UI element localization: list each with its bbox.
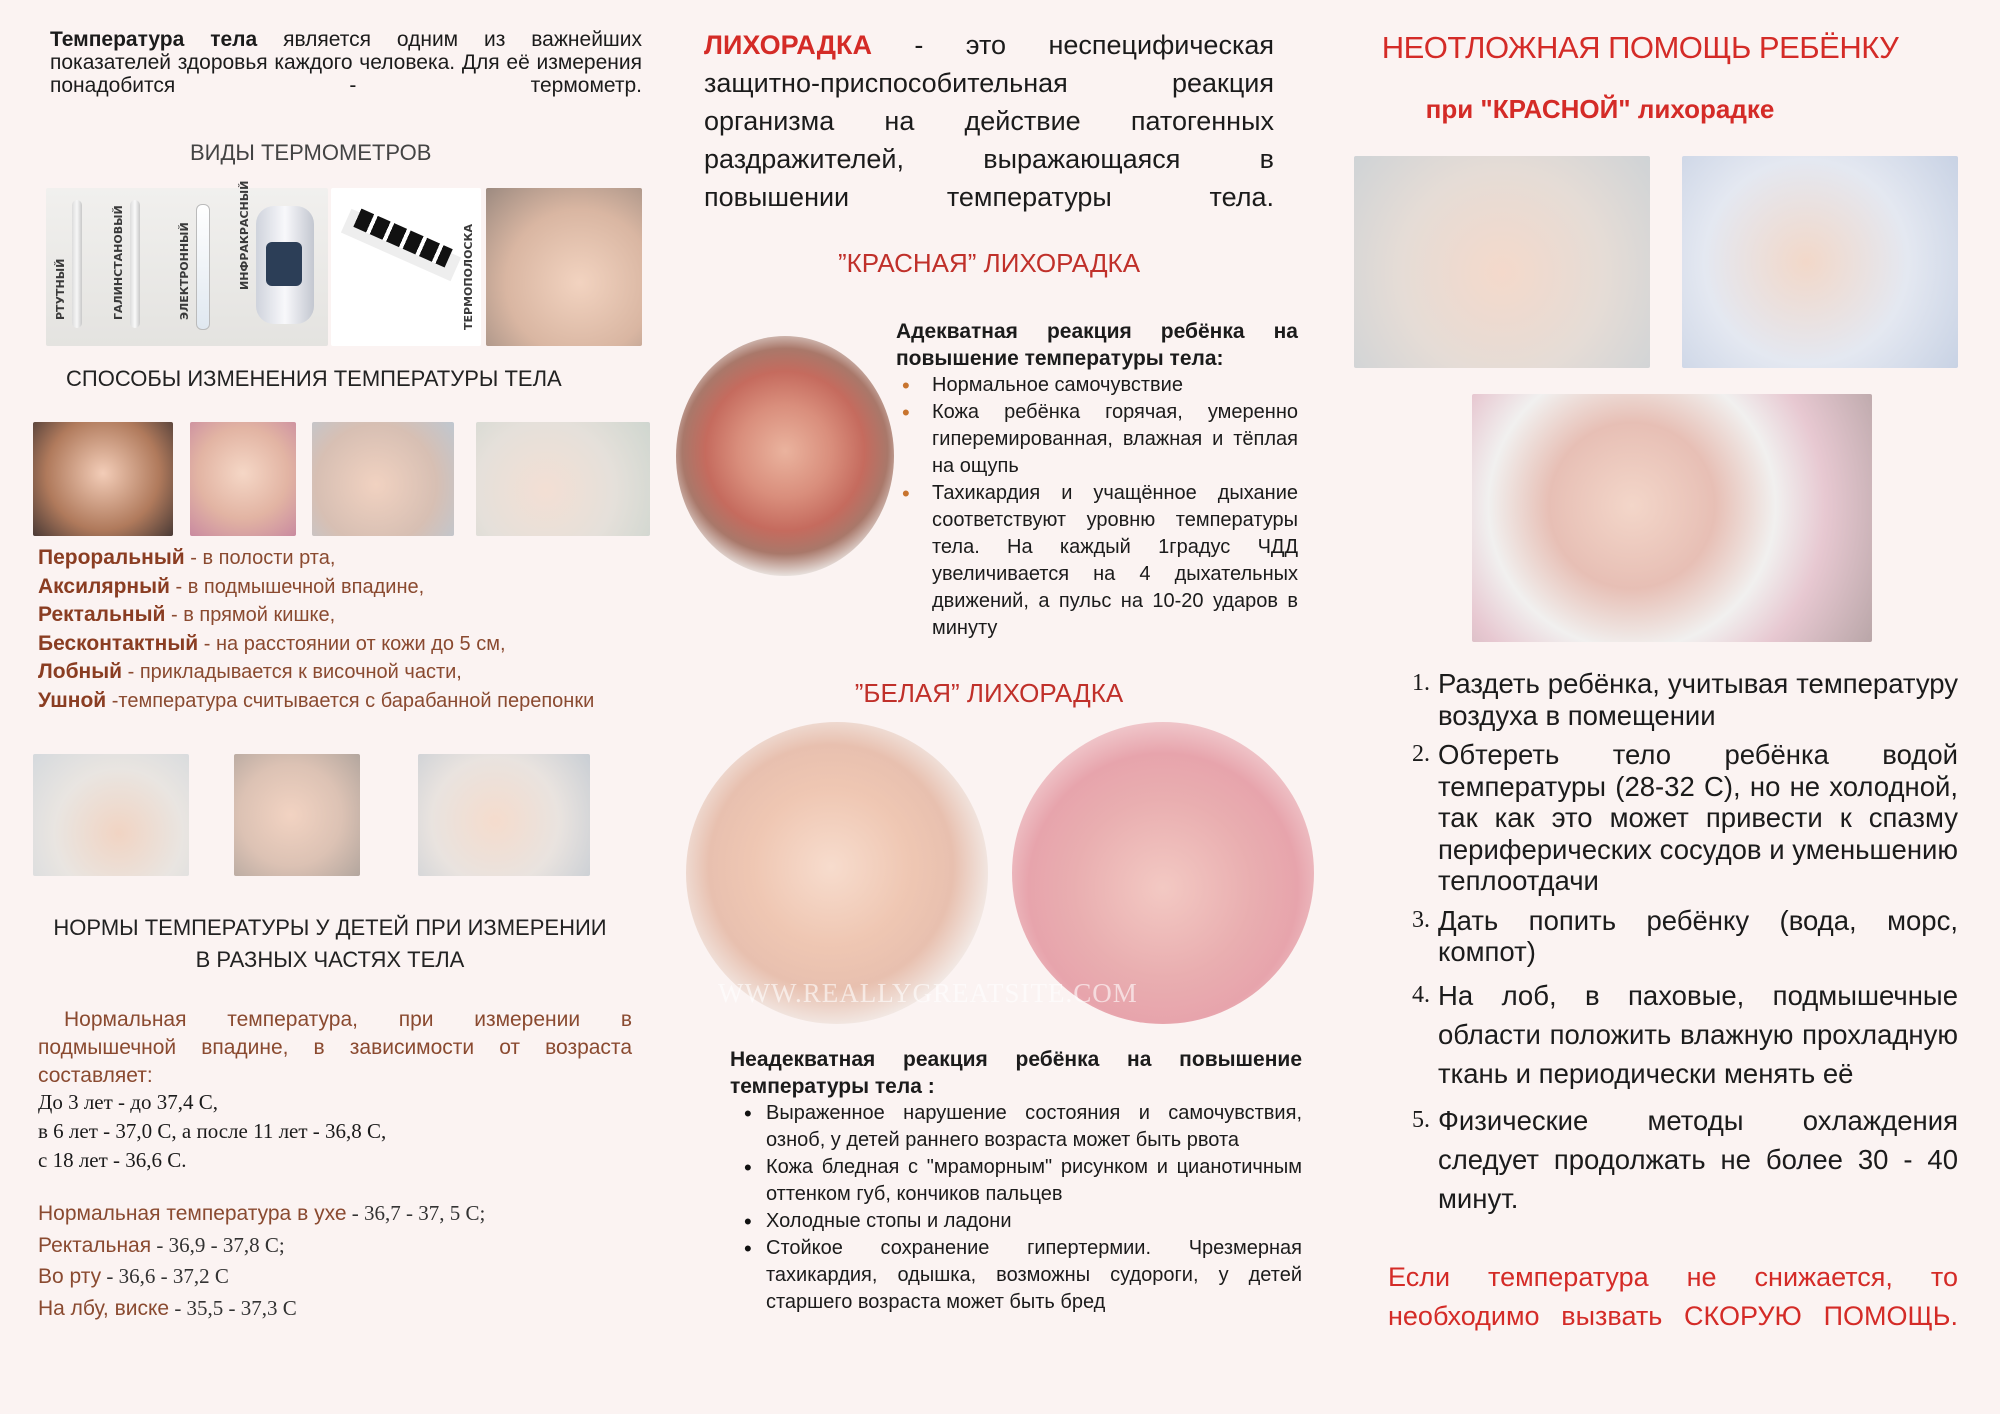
list-item: • Кожа ребёнка горячая, умеренно гиперемированная, влажная и тёплая на ощупь xyxy=(896,399,1298,480)
emergency-help-subtitle: при "КРАСНОЙ" лихорадке xyxy=(1425,94,1775,124)
method-name: Ушной xyxy=(38,688,107,712)
norm-site-item xyxy=(38,1198,485,1230)
fever-definition xyxy=(704,26,1274,254)
method-desc: - в подмышечной впадине, xyxy=(169,575,425,598)
list-item xyxy=(1390,668,1958,731)
norms-heading-line-2: В РАЗНЫХ ЧАСТЯХ ТЕЛА xyxy=(195,947,465,972)
thermometer-label-strip: ТЕРМОПОЛОСКА xyxy=(462,224,475,330)
list-item xyxy=(1390,1101,1958,1218)
emergency-help-title: НЕОТЛОЖНАЯ ПОМОЩЬ РЕБЁНКУ xyxy=(1381,30,1899,65)
white-fever-symptom-list xyxy=(730,1100,1302,1316)
list-item: • Нормальное самочувствие xyxy=(896,372,1298,399)
method-name: Пероральный xyxy=(38,546,185,569)
step-text: Физические методы охлаждения следует продолжать не более 30 - 40 минут. xyxy=(1438,1104,1958,1214)
norm-site-name: На лбу, виске xyxy=(38,1296,170,1320)
method-item xyxy=(38,601,598,630)
forehead-infrared-photo xyxy=(33,754,189,876)
baby-forehead-strip-photo xyxy=(486,188,642,346)
norms-heading xyxy=(30,912,630,976)
norm-site-name: Нормальная температура в ухе xyxy=(38,1202,347,1225)
step-number: 1. xyxy=(1412,670,1430,696)
red-fever-reaction-title: Адекватная реакция ребёнка на повышение температуры тела: xyxy=(896,320,1298,370)
norms-paragraph: Нормальная температура, при измерении в подмышечной впадине, в зависимости от возраста составляет: xyxy=(38,1008,632,1087)
method-item xyxy=(38,630,598,659)
pacifier-thermometer-photo xyxy=(190,422,296,536)
axillary-measurement-photo xyxy=(312,422,454,536)
step-text: На лоб, в паховые, подмышечные области положить влажную прохладную ткань и периодически менять её xyxy=(1438,979,1958,1089)
norm-site-value: - 36,9 - 37,8 С; xyxy=(151,1232,285,1257)
list-item: • Выраженное нарушение состояния и самочувствия, озноб, у детей раннего возраста может быть рвота xyxy=(730,1100,1302,1154)
method-desc: - прикладывается к височной части, xyxy=(122,661,462,683)
list-item: • Кожа бледная с "мраморным" рисунком и цианотичным оттенком губ, кончиков пальцев xyxy=(730,1154,1302,1208)
ear-measurement-photo xyxy=(418,754,590,876)
norms-by-age xyxy=(38,1088,386,1175)
step-text: Раздеть ребёнка, учитывая температуру воздуха в помещении xyxy=(1438,668,1958,731)
norm-site-name: Ректальная xyxy=(38,1233,152,1257)
red-fever-heading: ”КРАСНАЯ” ЛИХОРАДКА xyxy=(837,248,1141,278)
method-name: Аксилярный xyxy=(38,574,170,598)
norm-site-name: Во рту xyxy=(38,1265,102,1288)
fever-term: ЛИХОРАДКА xyxy=(704,30,873,60)
step-number: 4. xyxy=(1412,981,1430,1008)
norm-age-item: с 18 лет - 36,6 С. xyxy=(38,1148,187,1172)
list-item xyxy=(1390,739,1958,897)
thermo-strip-photo xyxy=(331,188,481,346)
noncontact-photo xyxy=(234,754,360,876)
norm-site-value: - 36,6 - 37,2 С xyxy=(101,1264,229,1288)
step-text: Обтереть тело ребёнка водой температуры (28-32 С), но не холодной, так как это может привести к спазму периферических сосудов и уменьшению теплоотдачи xyxy=(1438,739,1958,896)
method-item xyxy=(38,687,598,716)
step-text: Дать попить ребёнку (вода, морс, компот) xyxy=(1438,904,1958,967)
thermometer-label-infrared: ИНФРАКРАСНЫЙ xyxy=(238,180,251,290)
method-item xyxy=(38,544,598,573)
list-item xyxy=(1390,905,1958,968)
first-aid-step-list xyxy=(1390,668,1958,1218)
step-number: 2. xyxy=(1412,741,1430,767)
method-item xyxy=(38,573,598,602)
white-fever-reaction xyxy=(730,1046,1302,1316)
intro-term: Температура тела xyxy=(50,28,258,51)
list-item: • Тахикардия и учащённое дыхание соответствуют уровню температуры тела. На каждый 1градус ЧДД увеличивается на 4 дыхательных движений, а пульс на 10-20 ударов в минуту xyxy=(896,480,1298,642)
method-desc: - в прямой кишке, xyxy=(165,604,336,626)
thermometer-label-mercury: РТУТНЫЙ xyxy=(54,258,67,320)
wiping-baby-photo xyxy=(1682,156,1958,368)
step-number: 5. xyxy=(1412,1106,1430,1133)
method-desc: - в полости рта, xyxy=(184,547,336,569)
measurement-methods-heading: СПОСОБЫ ИЗМЕНЕНИЯ ТЕМПЕРАТУРЫ ТЕЛА xyxy=(66,366,562,391)
step-number: 3. xyxy=(1412,906,1430,933)
intro-text: является одним из важнейших показателей здоровья каждого человека. Для её измерения понадобится - термометр. xyxy=(50,28,642,97)
method-item xyxy=(38,658,598,687)
red-fever-face-photo xyxy=(676,336,894,576)
thermometer-label-electronic: ЭЛЕКТРОННЫЙ xyxy=(178,222,191,320)
white-fever-reaction-title: Неадекватная реакция ребёнка на повышение температуры тела : xyxy=(730,1048,1302,1098)
norm-site-item xyxy=(38,1230,485,1262)
red-fever-symptom-list xyxy=(896,372,1298,642)
method-desc: -температура считывается с барабанной перепонки xyxy=(106,689,595,712)
method-name: Лобный xyxy=(38,660,123,683)
intro-paragraph xyxy=(50,28,642,120)
thermometer-types-heading: ВИДЫ ТЕРМОМЕТРОВ xyxy=(190,140,432,165)
norms-heading-line-1: НОРМЫ ТЕМПЕРАТУРЫ У ДЕТЕЙ ПРИ ИЗМЕРЕНИИ xyxy=(53,915,607,940)
list-item: • Стойкое сохранение гипертермии. Чрезмерная тахикардия, одышка, возможны судороги, у детей старшего возраста может быть бред xyxy=(730,1235,1302,1316)
first-aid-steps xyxy=(1390,668,1958,1226)
list-item xyxy=(1390,976,1958,1093)
norms-by-site xyxy=(38,1198,485,1324)
method-name: Бесконтактный xyxy=(38,631,199,655)
child-cold-compress-photo xyxy=(1472,394,1872,642)
white-fever-heading: ”БЕЛАЯ” ЛИХОРАДКА xyxy=(854,678,1124,708)
method-name: Ректальный xyxy=(38,603,166,626)
fever-definition-text: - это неспецифическая защитно-приспособительная реакция организма на действие патогенных раздражителей, выражающаяся в повышении температуры тела. xyxy=(704,30,1274,212)
norm-site-item xyxy=(38,1293,485,1325)
thermometer-label-galinstan: ГАЛИНСТАНОВЫЙ xyxy=(112,205,125,320)
measurement-methods-list xyxy=(38,544,598,715)
call-ambulance-warning: Если температура не снижается, то необходимо вызвать СКОРУЮ ПОМОЩЬ. xyxy=(1388,1262,1958,1331)
norm-site-value: - 36,7 - 37, 5 С; xyxy=(346,1201,486,1225)
wiping-hand-photo xyxy=(1354,156,1650,368)
red-fever-reaction xyxy=(896,318,1298,642)
oral-measurement-photo xyxy=(33,422,173,536)
norm-site-value: - 35,5 - 37,3 С xyxy=(169,1295,297,1320)
rectal-measurement-photo xyxy=(476,422,650,536)
watermark: WWW.REALLYGREATSITE.COM xyxy=(718,978,1138,1008)
method-desc: - на расстоянии от кожи до 5 см, xyxy=(198,632,506,655)
norm-age-item: До 3 лет - до 37,4 С, xyxy=(38,1090,218,1114)
norm-age-item: в 6 лет - 37,0 С, а после 11 лет - 36,8 С, xyxy=(38,1119,387,1143)
list-item: • Холодные стопы и ладони xyxy=(730,1208,1302,1235)
norm-site-item xyxy=(38,1261,485,1293)
